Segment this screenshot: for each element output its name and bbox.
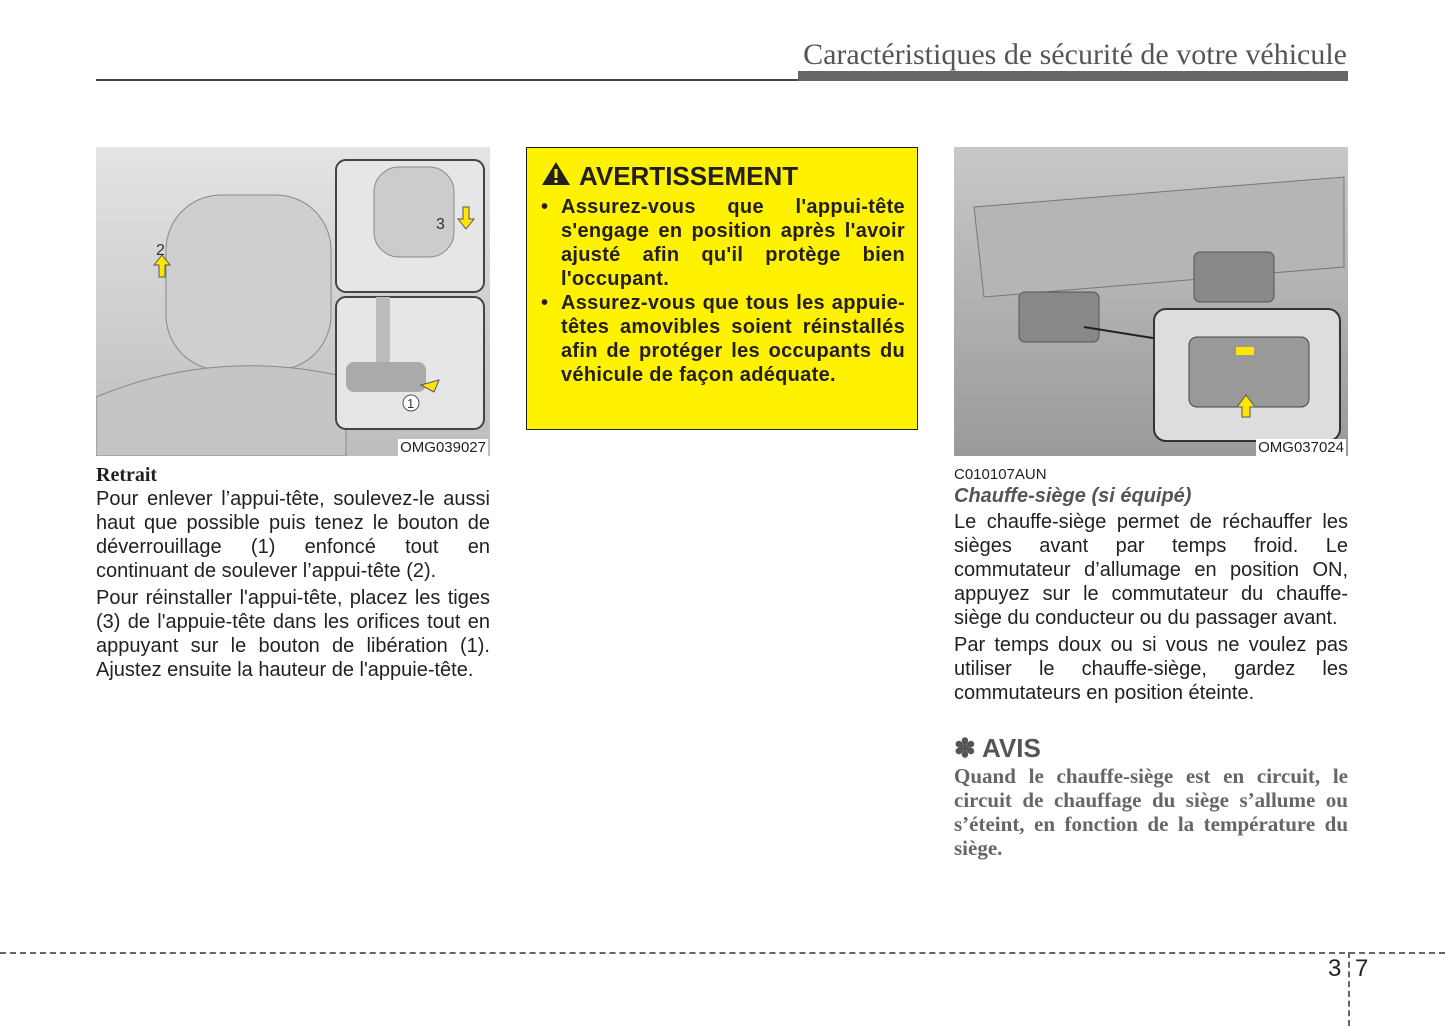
figure-code: OMG037024 <box>1258 439 1344 456</box>
footer-rule <box>0 952 1445 954</box>
section-code: C010107AUN <box>954 466 1047 483</box>
header-title: Caractéristiques de sécurité de votre véhicule <box>803 38 1347 71</box>
right-column <box>954 147 1348 860</box>
header-rule <box>96 79 798 81</box>
paragraph: Pour enlever l’appui-tête, soulevez-le aussi haut que possible puis tenez le bouton de déverrouillage (1) enfoncé tout en continuant de soulever l’appui-tête (2). <box>96 488 490 582</box>
warning-item: • Assurez-vous que tous les appuie-têtes amovibles soient réinstallés afin de protéger les occupants du véhicule de façon adéquate. <box>541 291 905 387</box>
section-subtitle: Chauffe-siège (si équipé) <box>954 485 1192 507</box>
section-subtitle: Retrait <box>96 464 158 486</box>
headrest-illustration <box>96 147 490 456</box>
warning-title: AVERTISSEMENT <box>579 161 799 191</box>
seat-heater-illustration <box>954 147 1348 456</box>
left-column <box>96 147 490 682</box>
callout-3: 3 <box>436 216 445 233</box>
page-number: 7 <box>1355 955 1369 982</box>
figure-code: OMG039027 <box>400 439 486 456</box>
seat-heater-figure <box>954 147 1348 456</box>
callout-1: 1 <box>407 396 415 411</box>
headrest-figure <box>96 147 490 456</box>
warning-item: • Assurez-vous que l'appui-tête s'engage en position après l'avoir ajusté afin qu'il protège bien l'occupant. <box>541 195 905 291</box>
notice-title: ✽ AVIS <box>954 733 1041 763</box>
warning-triangle-icon <box>541 160 571 193</box>
paragraph: Le chauffe-siège permet de réchauffer les sièges avant par temps froid. Le commutateur d’allumage en position ON, appuyez sur le commutateur du chauffe-siège du conducteur ou du passager avant. <box>954 511 1348 629</box>
header-bar <box>798 71 1348 81</box>
notice-text: Quand le chauffe-siège est en circuit, le circuit de chauffage du siège s’allume ou s’éteint, en fonction de la température du siège. <box>954 764 1348 860</box>
callout-2: 2 <box>156 242 165 259</box>
warning-box <box>526 147 918 430</box>
paragraph: Par temps doux ou si vous ne voulez pas utiliser le chauffe-siège, gardez les commutateurs en position éteinte. <box>954 634 1348 704</box>
footer-divider <box>1348 952 1350 1026</box>
paragraph: Pour réinstaller l'appui-tête, placez les tiges (3) de l'appuie-tête dans les orifices tout en appuyant sur le bouton de libération (1). Ajustez ensuite la hauteur de l'appuie-tête. <box>96 587 490 681</box>
chapter-number: 3 <box>1328 955 1342 982</box>
